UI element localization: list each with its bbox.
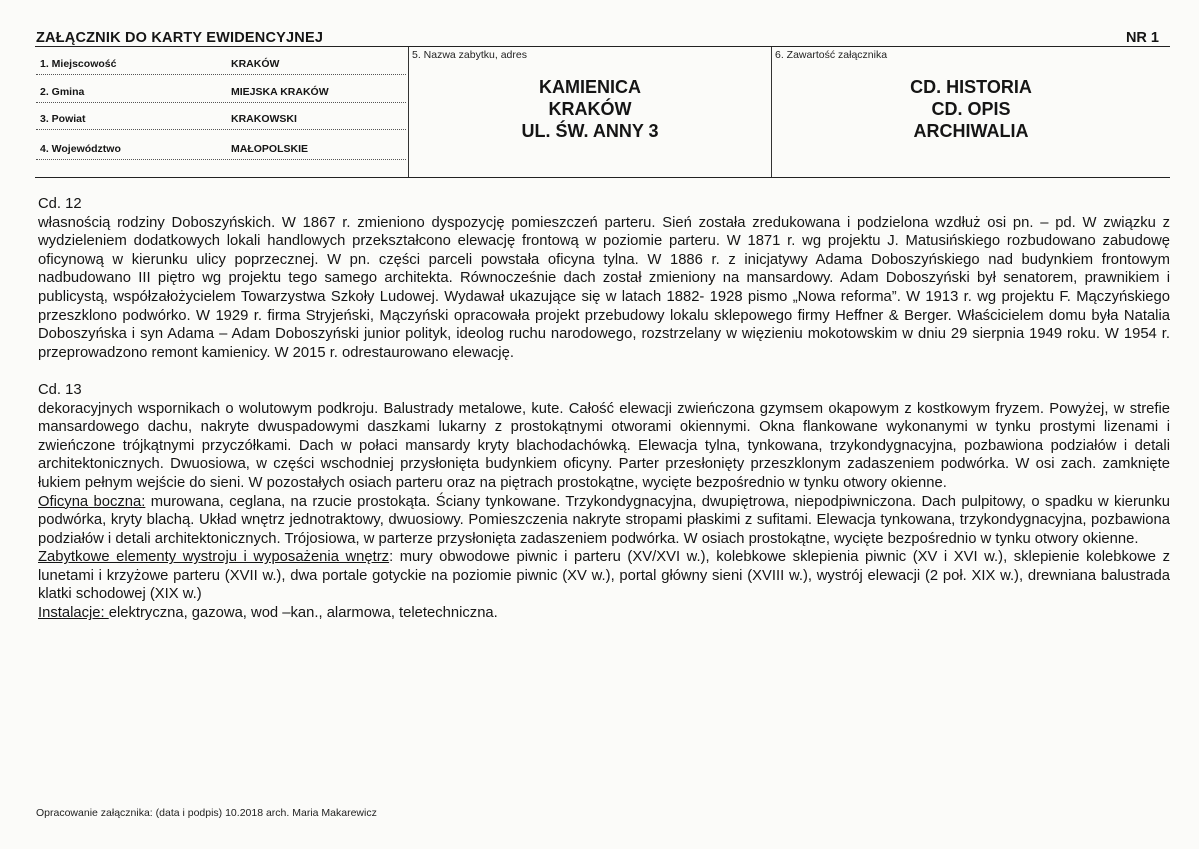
monument-line: KRAKÓW (548, 99, 632, 119)
field-label: 3. Powiat (40, 113, 86, 125)
header-bottom-rule (35, 177, 1170, 178)
monument-line: UL. ŚW. ANNY 3 (521, 121, 659, 141)
field-label: 2. Gmina (40, 86, 85, 98)
field-label: 4. Województwo (40, 143, 121, 155)
header-rule (35, 46, 1170, 47)
prepared-by: Opracowanie załącznika: (data i podpis) 10.2018 arch. Maria Makarewicz (36, 807, 377, 819)
field-value: KRAKOWSKI (231, 113, 297, 125)
field-voivodeship (36, 137, 406, 160)
contents-line: CD. OPIS (931, 99, 1011, 119)
paragraph-text: : mury obwodowe piwnic i parteru (XV/XVI w.), kolebkowe sklepienia piwnic (XV i XVI w.), sklepienie kolebkowe z lunetami i krzyżowe parteru (XVII w.), dwa portale gotyckie na poziomie piwnic (XV w.), portal główny sieni (XVIII w.), wystrój elewacji (2 poł. XIX w.), drewniana balustrada klatki schodowej (XIX w.) (38, 549, 1170, 603)
contents-line: ARCHIWALIA (913, 121, 1029, 141)
field-county (36, 107, 406, 130)
paragraph-label: Instalacje: (38, 605, 109, 622)
paragraph-installations (38, 604, 1170, 623)
monument-name (409, 76, 771, 142)
section-heading: Cd. 13 (38, 381, 82, 398)
attachment-number: NR 1 (1125, 30, 1159, 46)
field-locality (36, 52, 406, 75)
field-commune (36, 80, 406, 103)
contents-list (772, 76, 1170, 142)
paragraph-text: elektryczna, gazowa, wod –kan., alarmowa, teletechniczna. (108, 605, 498, 622)
paragraph-text: murowana, ceglana, na rzucie prostokąta. Ściany tynkowane. Trzykondygnacyjna, dwupiętrowa, niepodpiwniczona. Dach pulpitowy, o spadku w kierunku podwórka, kryty blachą. Układ wnętrz jednotraktowy, dwuosiowy. Pomieszczenia nakryte stropami płaskimi z sufitami. Elewacja tynkowana, trzykondygnacyjna, pozbawiona podziałów i detali architektonicznych. Trójosiowa, w parterze przysłonięta zadaszeniem podwórka. W osiach prostokątne, wycięte bezpośrednio w tynku otwory okienne. (38, 493, 1170, 547)
section-text: własnością rodziny Doboszyńskich. W 1867 r. zmieniono dyspozycję pomieszczeń parteru. Sień została zredukowana i podzielona wzdłuż osi pn. – pd. W związku z wydzieleniem dodatkowych lokali handlowych przekształcono elewację frontową w poziomie parteru. W 1871 r. wg projektu J. Matusińskiego rozbudowano zabudowę oficynową w kierunku ulicy poprzecznej. W pn. części parceli powstała oficyna tylna. W 1886 r. z inicjatywy Adama Doboszyńskiego nad budynkiem frontowym nadbudowano III piętro wg projektu tego samego architekta. Równocześnie dach został zmieniony na mansardowy. Adam Doboszyński był senatorem, prawnikiem i publicystą, współzałożycielem Towarzystwa Szkoły Ludowej. Wydawał ukazujące się w latach 1882- 1928 pismo „Nowa reforma”. W 1913 r. wg projektu F. Mączyńskiego przeszklono podwórko. W 1929 r. firma Stryjeński, Mączyński opracowała projekt przebudowy lokalu sklepowego firmy Heffner & Berger. Właścicielem domu była Natalia Doboszyńska i syn Adama – Adam Doboszyński junior polityk, ideolog ruchu narodowego, rozstrzelany w więzieniu mokotowskim w dniu 29 sierpnia 1949 roku. W 1954 r. przeprowadzono remont kamienicy. W 2015 r. odrestaurowano elewację. (38, 214, 1170, 361)
field-value: KRAKÓW (231, 58, 280, 70)
field-value: MIEJSKA KRAKÓW (231, 86, 329, 98)
contents-line: CD. HISTORIA (910, 77, 1032, 97)
document-title: ZAŁĄCZNIK DO KARTY EWIDENCYJNEJ (36, 30, 324, 46)
field-label: 1. Miejscowość (40, 58, 117, 70)
section-text: dekoracyjnych wspornikach o wolutowym podkroju. Balustrady metalowe, kute. Całość elewacji zwieńczona gzymsem okapowym z kostkowym fryzem. Powyżej, w strefie mansardowego dachu, nakryte dwuspadowymi daszkami lukarny z prostokątnymi otworami okiennymi. Okna flankowane wykonanymi w tynku prostymi lizenami i zwieńczone trójkątnymi przyczółkami. Dach w połaci mansardy kryty blachodachówką. Elewacja tylna, tynkowana, trzykondygnacyjna, pozbawiona podziałów i detali architektonicznych. Dwuosiowa, w części wschodniej przysłonięta budynkiem oficyny. Parter przesłonięty przeszklonym zadaszeniem podwórka. W osi zach. zamknięte łukiem pełnym wejście do sieni. W pozostałych osiach parteru oraz na piętrach prostokątne, wycięte bezpośrednio w tynku otwory okienne. (38, 400, 1170, 491)
paragraph-label: Zabytkowe elementy wystroju i wyposażenia wnętrz (38, 549, 390, 566)
paragraph-historic-elements (38, 548, 1170, 604)
monument-label: 5. Nazwa zabytku, adres (412, 49, 527, 61)
contents-label: 6. Zawartość załącznika (775, 49, 888, 61)
monument-line: KAMIENICA (539, 77, 641, 97)
field-value: MAŁOPOLSKIE (231, 143, 309, 155)
paragraph-label: Oficyna boczna: (38, 493, 146, 510)
document-body (38, 195, 1170, 623)
paragraph-side-annex (38, 493, 1170, 549)
section-heading: Cd. 12 (38, 196, 82, 212)
